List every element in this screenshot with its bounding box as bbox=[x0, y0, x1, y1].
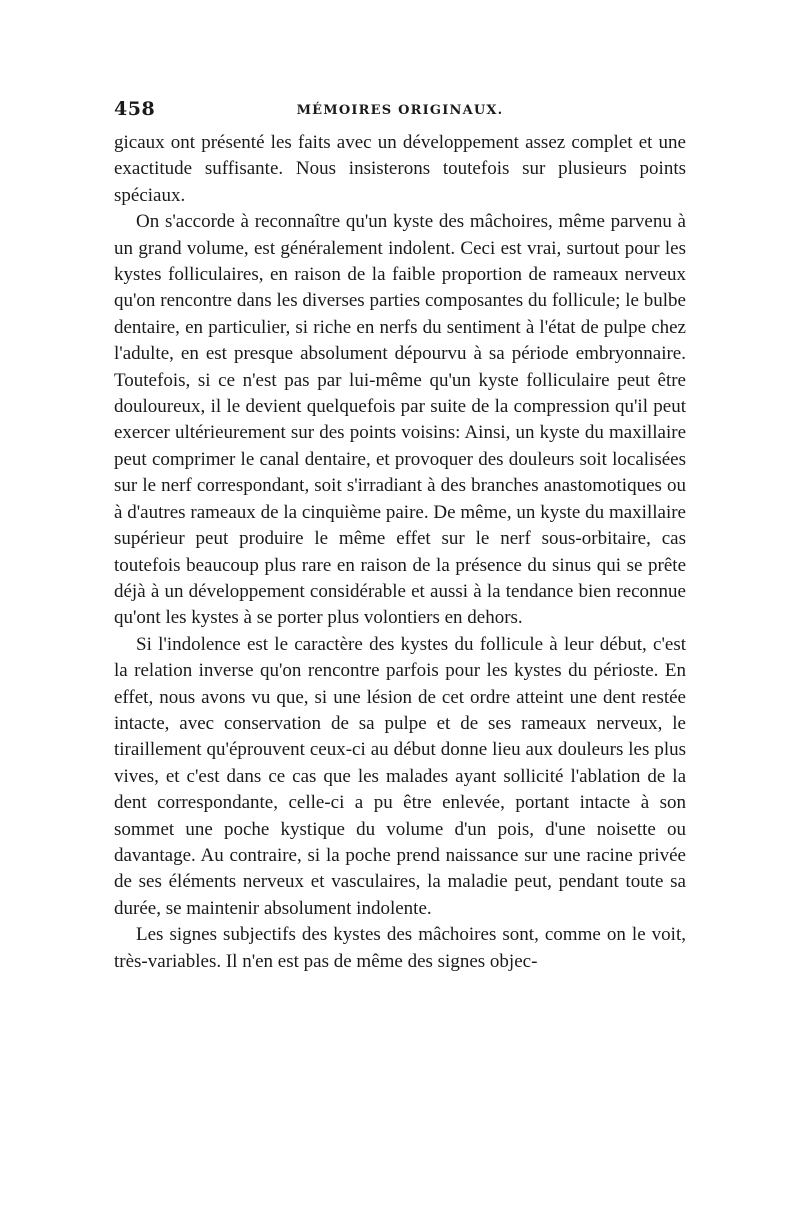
paragraph-subjective-signs: Les signes subjectifs des kystes des mâchoires sont, comme on le voit, très-variables. Il n'en est pas de même des signes objec- bbox=[114, 924, 686, 972]
page-header bbox=[114, 96, 686, 126]
paragraph-continuation: gicaux ont présenté les faits avec un développement assez complet et une exactitude suffisante. Nous insisterons toutefois sur plusieurs points spéciaux. bbox=[114, 132, 686, 206]
page-number: 458 bbox=[114, 98, 156, 120]
paragraph-indolence: On s'accorde à reconnaître qu'un kyste des mâchoires, même parvenu à un grand volume, est généralement indolent. Ceci est vrai, surtout pour les kystes folliculaires, en raison de la faible proportion de rameaux nerveux qu'on rencontre dans les diverses parties composantes du follicule; le bulbe dentaire, en particulier, si riche en nerfs du sentiment à l'état de pulpe chez l'adulte, en est presque absolument dépourvu à sa période embryonnaire. Toutefois, si ce n'est pas par lui-même qu'un kyste folliculaire peut être douloureux, il le devient quelquefois par suite de la compression qu'il peut exercer ultérieurement sur des points voisins: Ainsi, un kyste du maxillaire peut comprimer le canal dentaire, et provoquer des douleurs soit localisées sur le nerf correspondant, soit s'irradiant à des branches anastomotiques ou à d'autres rameaux de la cinquième paire. De même, un kyste du maxillaire supérieur peut produire le même effet sur le nerf sous-orbitaire, cas toutefois beaucoup plus rare en raison de la présence du sinus qui se prête déjà à un développement considérable et aussi à la tendance bien reconnue qu'ont les kystes à se porter plus volontiers en dehors. bbox=[114, 211, 686, 629]
document-page bbox=[114, 96, 686, 975]
paragraph-periosteum: Si l'indolence est le caractère des kystes du follicule à leur début, c'est la relation inverse qu'on rencontre parfois pour les kystes du périoste. En effet, nous avons vu que, si une lésion de cet ordre atteint une dent restée intacte, avec conservation de sa pulpe et de ses rameaux nerveux, le tiraillement qu'éprouvent ceux-ci au début donne lieu aux douleurs les plus vives, et c'est dans ce cas que les malades ayant sollicité l'ablation de la dent correspondante, celle-ci a pu être enlevée, portant intacte à son sommet une poche kystique du volume d'un pois, d'une noisette ou davantage. Au contraire, si la poche prend naissance sur une racine privée de ses éléments nerveux et vasculaires, la maladie peut, pendant toute sa durée, se maintenir absolument indolente. bbox=[114, 633, 686, 919]
body-text bbox=[114, 130, 686, 975]
running-title: MÉMOIRES ORIGINAUX. bbox=[296, 103, 504, 118]
